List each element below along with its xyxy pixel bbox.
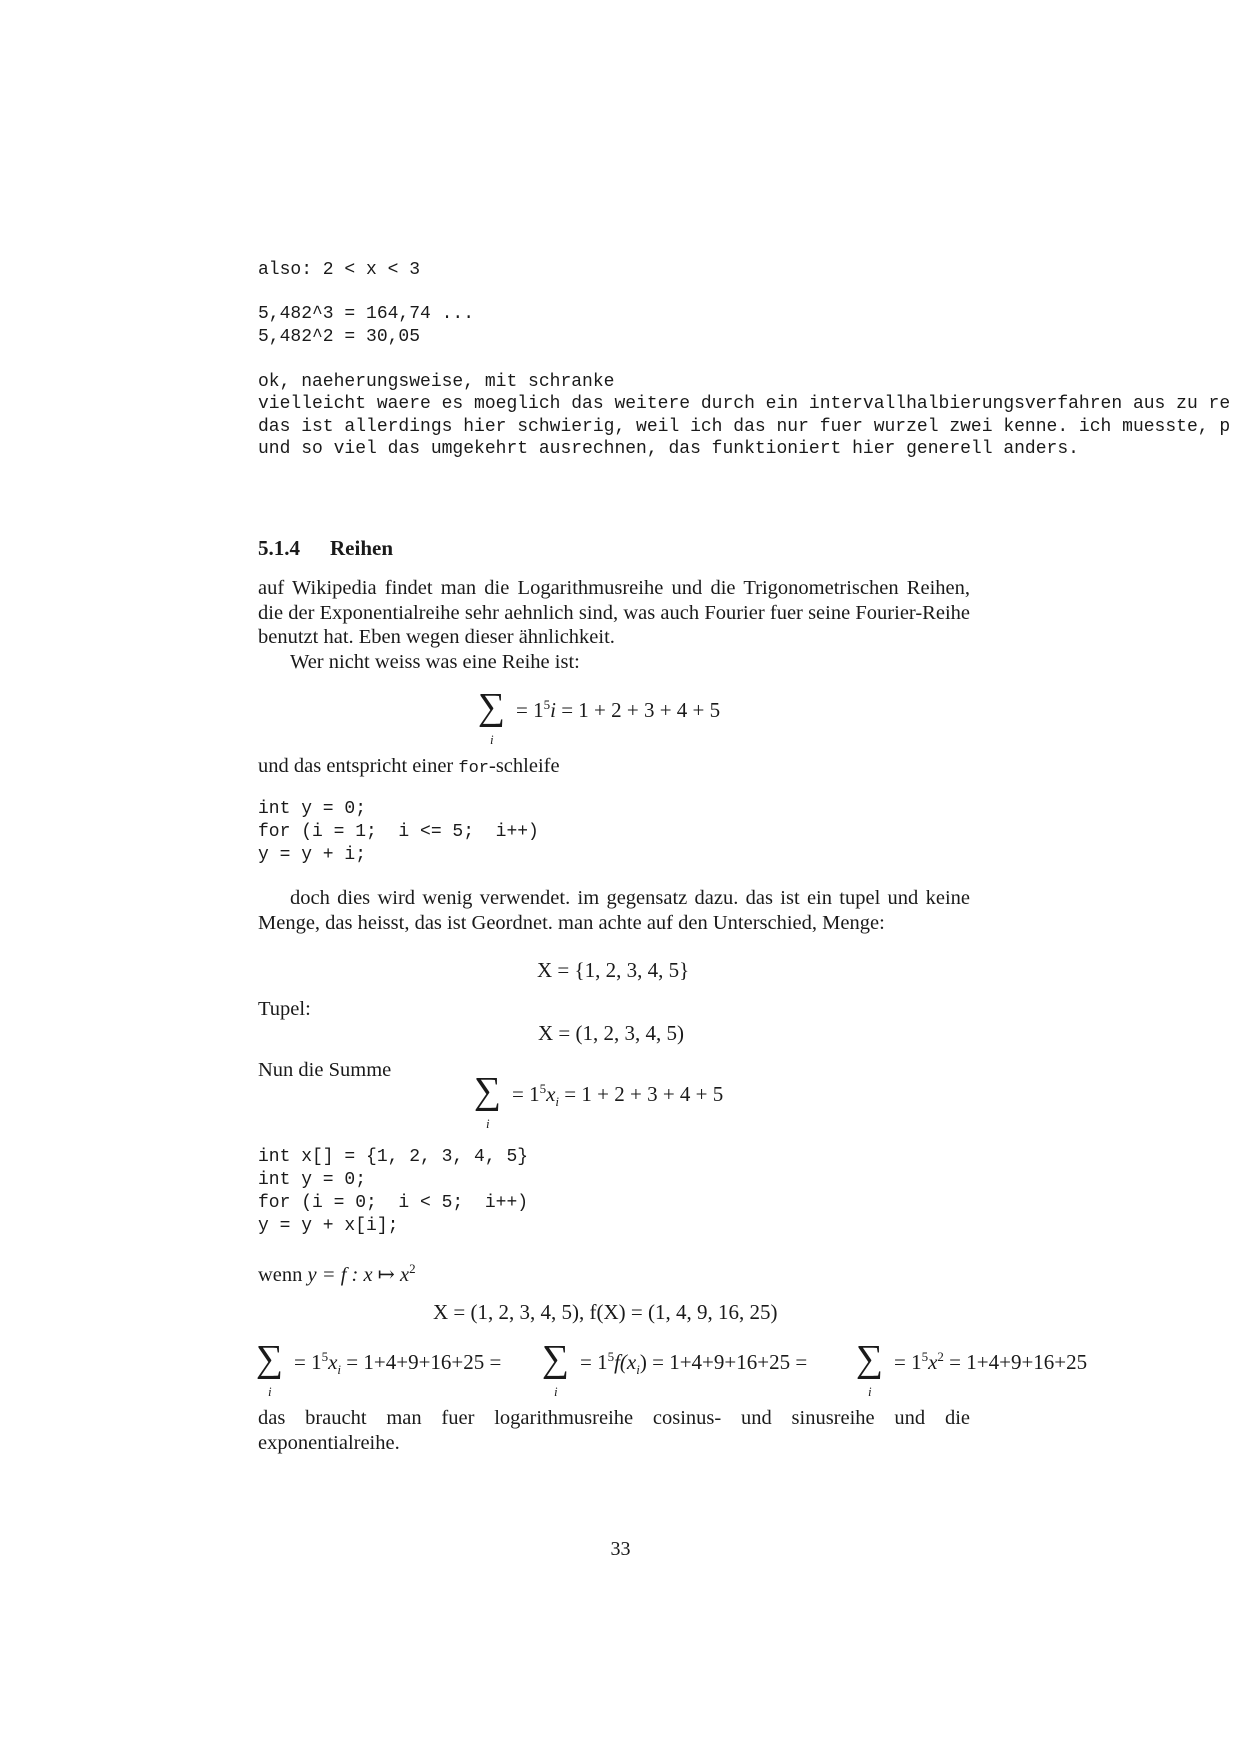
eq-part: = 1 xyxy=(580,1350,608,1374)
paragraph-doch: doch dies wird wenig verwendet. im gegensatz dazu. das ist ein tupel und keine Menge, das heisst, das ist Geordnet. man achte auf den Unterschied, Menge: xyxy=(258,887,970,934)
sum-expression-a xyxy=(294,1349,501,1378)
inline-code: for xyxy=(458,759,489,778)
code-line: int x[] = {1, 2, 3, 4, 5} xyxy=(258,1147,529,1167)
eq-var: i xyxy=(550,698,556,722)
sum-expression xyxy=(512,1081,723,1110)
eq-sub: i xyxy=(337,1362,342,1378)
eq-part: = 1+4+9+16+25 = xyxy=(341,1350,502,1374)
code-line: ok, naeherungsweise, mit schranke xyxy=(258,372,615,392)
code-line: und so viel das umgekehrt ausrechnen, das funktioniert hier generell anders. xyxy=(258,439,1079,459)
eq-sup: 2 xyxy=(937,1349,944,1364)
equation-fx: X = (1, 2, 3, 4, 5), f(X) = (1, 4, 9, 16, 25) xyxy=(433,1300,778,1324)
eq-part: = 1 xyxy=(516,698,544,722)
code-line: 5,482^2 = 30,05 xyxy=(258,327,421,347)
equation-sum-2 xyxy=(474,1070,724,1131)
eq-sub: i xyxy=(555,1094,560,1110)
eq-part: = 1 xyxy=(894,1350,922,1374)
sum-index: i xyxy=(268,1384,272,1399)
paragraph-wenn xyxy=(258,1257,970,1287)
section-number: 5.1.4 xyxy=(258,536,300,560)
equation-menge: X = {1, 2, 3, 4, 5} xyxy=(537,958,690,982)
sigma-symbol: ∑ xyxy=(542,1338,570,1380)
code-line: int y = 0; xyxy=(258,1170,367,1190)
sum-index: i xyxy=(490,732,494,747)
code-line: y = y + x[i]; xyxy=(258,1216,399,1236)
sigma-symbol: ∑ xyxy=(256,1338,284,1380)
sigma-symbol: ∑ xyxy=(474,1070,502,1112)
eq-sup: 2 xyxy=(409,1261,416,1276)
eq-var: x xyxy=(928,1350,938,1374)
sum-expression-c xyxy=(894,1349,1087,1375)
sum-expression xyxy=(516,697,720,723)
section-heading xyxy=(258,536,393,561)
eq-sup: 5 xyxy=(543,697,551,712)
eq-var: f(x xyxy=(614,1350,637,1374)
page-number: 33 xyxy=(610,1538,631,1560)
eq-sub: i xyxy=(636,1362,640,1378)
code-line: int y = 0; xyxy=(258,799,367,819)
eq-inline: y = f : x ↦ x xyxy=(307,1263,410,1286)
paragraph-intro: auf Wikipedia findet man die Logarithmusreihe und die Trigonometrischen Reihen, die der Exponentialreihe sehr aehnlich sind, was auch Fourier fuer seine Fourier-Reihe benutzt hat. Eben wegen dieser ähnlichkeit. xyxy=(258,577,970,649)
equation-tupel: X = (1, 2, 3, 4, 5) xyxy=(538,1021,684,1045)
eq-part: = 1+4+9+16+25 = xyxy=(646,1350,808,1374)
code-line: das ist allerdings hier schwierig, weil ich das nur fuer wurzel zwei kenne. ich muesste, p xyxy=(258,417,1231,437)
text: und das entspricht einer xyxy=(258,755,459,777)
section-title: Reihen xyxy=(330,536,393,560)
eq-part: = 1 + 2 + 3 + 4 + 5 xyxy=(555,698,721,722)
paragraph-wer-nicht: Wer nicht weiss was eine Reihe ist: xyxy=(290,651,580,673)
paragraph-nun: Nun die Summe xyxy=(258,1059,392,1081)
sum-expression-b xyxy=(580,1349,807,1378)
eq-sup: 5 xyxy=(539,1081,547,1096)
text: wenn xyxy=(258,1263,303,1286)
text: -schleife xyxy=(489,755,560,777)
code-line: vielleicht waere es moeglich das weitere durch ein intervallhalbierungsverfahren aus zu re xyxy=(258,394,1231,414)
eq-part: ) xyxy=(639,1350,647,1374)
paragraph-tupel: Tupel: xyxy=(258,998,311,1020)
sum-index: i xyxy=(486,1116,490,1131)
sum-index: i xyxy=(554,1384,558,1399)
eq-var: x xyxy=(328,1350,338,1374)
code-line: for (i = 1; i <= 5; i++) xyxy=(258,822,539,842)
eq-sup: 5 xyxy=(607,1349,615,1364)
eq-var: x xyxy=(546,1082,556,1106)
paragraph-und-das xyxy=(258,754,970,782)
code-line: y = y + i; xyxy=(258,845,367,865)
eq-part: = 1 xyxy=(294,1350,322,1374)
sum-index: i xyxy=(868,1384,872,1399)
code-line: for (i = 0; i < 5; i++) xyxy=(258,1193,529,1213)
eq-part: = 1 xyxy=(512,1082,540,1106)
code-line: 5,482^3 = 164,74 ... xyxy=(258,304,475,324)
eq-sup: 5 xyxy=(921,1349,929,1364)
code-line: also: 2 < x < 3 xyxy=(258,260,421,280)
eq-part: = 1 + 2 + 3 + 4 + 5 xyxy=(559,1082,724,1106)
eq-sup: 5 xyxy=(321,1349,329,1364)
sigma-symbol: ∑ xyxy=(478,686,506,728)
sigma-symbol: ∑ xyxy=(856,1338,884,1380)
eq-part: = 1+4+9+16+25 xyxy=(943,1350,1088,1374)
paragraph-closing: das braucht man fuer logarithmusreihe cosinus- und sinusreihe und die exponentialreihe. xyxy=(258,1407,970,1454)
equation-sum-1 xyxy=(478,686,721,747)
